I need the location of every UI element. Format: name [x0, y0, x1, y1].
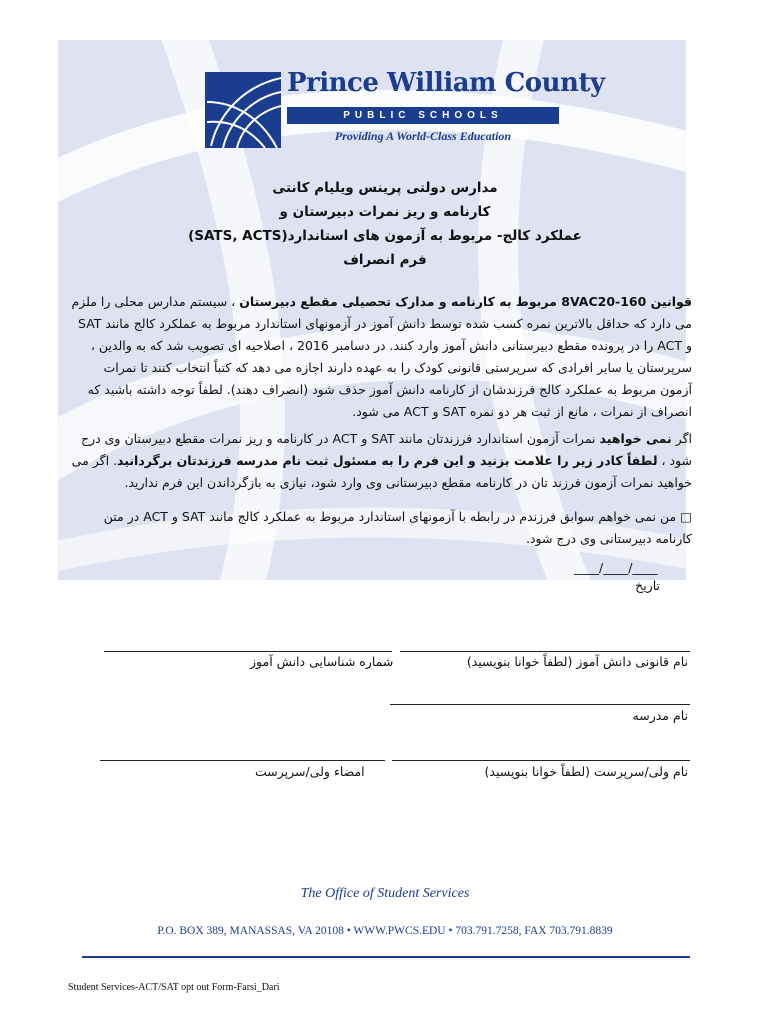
form-identifier: Student Services-ACT/SAT opt out Form-Farsi_Dari: [68, 982, 280, 993]
logo-title: Prince William County: [287, 68, 605, 98]
intro-law-reference: قوانین 8VAC20-160 مربوط به کارنامه و مدارک تحصیلی مقطع دبیرستان: [239, 294, 692, 309]
school-name-label: نام مدرسه: [632, 708, 688, 723]
guardian-name-line[interactable]: [392, 760, 690, 761]
footer-address: P.O. BOX 389, MANASSAS, VA 20108 • WWW.PWCS.EDU • 703.791.7258, FAX 703.791.8839: [157, 925, 613, 937]
date-field[interactable]: ____/____/____: [574, 560, 658, 575]
footer-divider: [82, 956, 690, 958]
student-id-label: شماره شناسایی دانش آموز: [250, 654, 394, 669]
footer-office-name: The Office of Student Services: [300, 886, 470, 901]
intro-text: ، سیستم مدارس محلی را ملزم می دارد که حداقل بالاترین نمره کسب شده توسط دانش آموز در آزمونهای استاندارد مربوط به عملکرد کالج مانند SAT و ACT را در پرونده مقطع دبیرستانی دانش آموز وارد کنند. در دسامبر 2016 ، اصلاحیه ای تصویب شد که به والدین ، سرپرستان یا سایر افرادی که سرپرستی قانونی کودک را به عهده دارند اجازه می دهد که کتباً انتخاب کنند تا نمرات آزمون مربوط به عملکرد کالج فرزندشان از کارنامه دانش آموز حذف شود (انصراف دهند). لطفاً توجه داشته باشید که انصراف از نمرات ، مانع از ثبت هر دو نمره SAT و ACT می شود.: [71, 294, 692, 419]
instruction-text-a: اگر: [671, 431, 692, 446]
globe-logo-icon: [205, 72, 281, 148]
heading-line-2: کارنامه و ریز نمرات دبیرستان و: [279, 204, 491, 220]
student-name-line[interactable]: [400, 651, 690, 652]
instruction-emphasis-dont-want: نمی خواهید: [599, 431, 672, 446]
guardian-name-label: نام ولی/سرپرست (لطفاً خوانا بنویسید): [484, 764, 688, 779]
instruction-text-e: . اگر می خواهید نمرات آزمون فرزند تان در کارنامه مقطع دبیرستانی وی وارد شود، نیازی به بازگرداندن این فرم ندارید.: [71, 453, 692, 490]
pwcs-logo: [205, 68, 605, 150]
heading-line-1: مدارس دولتی پرینس ویلیام کانتی: [272, 180, 498, 196]
logo-tagline: Providing A World-Class Education: [334, 129, 512, 143]
guardian-signature-label: امضاء ولی/سرپرست: [255, 764, 365, 779]
instruction-emphasis-return-form: لطفاً کادر زیر را علامت بزنید و این فرم را به مسئول ثبت نام مدرسه فرزندتان برگردانید: [117, 453, 658, 468]
optout-statement: [70, 506, 692, 550]
intro-paragraph: [70, 291, 692, 423]
instruction-text-c: نمرات آزمون استاندارد فرزندتان مانند SAT و ACT در کارنامه و ریز نمرات مقطع دبیرستان وی درج شود ،: [81, 431, 692, 468]
student-id-line[interactable]: [104, 651, 392, 652]
school-name-line[interactable]: [390, 704, 690, 705]
student-name-label: نام قانونی دانش آموز (لطفاً خوانا بنویسید): [466, 654, 688, 669]
instruction-paragraph: [70, 428, 692, 494]
logo-bar: PUBLIC SCHOOLS: [287, 107, 559, 124]
optout-text: من نمی خواهم سوابق فرزندم در رابطه با آزمونهای استاندارد مربوط به عملکرد کالج مانند SAT و ACT در متن کارنامه دبیرستانی وی درج شود.: [103, 509, 692, 546]
date-label: تاریخ: [635, 578, 660, 593]
optout-checkbox[interactable]: □: [680, 509, 692, 524]
guardian-signature-line[interactable]: [100, 760, 385, 761]
heading-line-4: فرم انصراف: [343, 252, 427, 268]
heading-line-3: عملکرد کالج- مربوط به آزمون های استاندارد(SATS, ACTS): [188, 228, 582, 244]
